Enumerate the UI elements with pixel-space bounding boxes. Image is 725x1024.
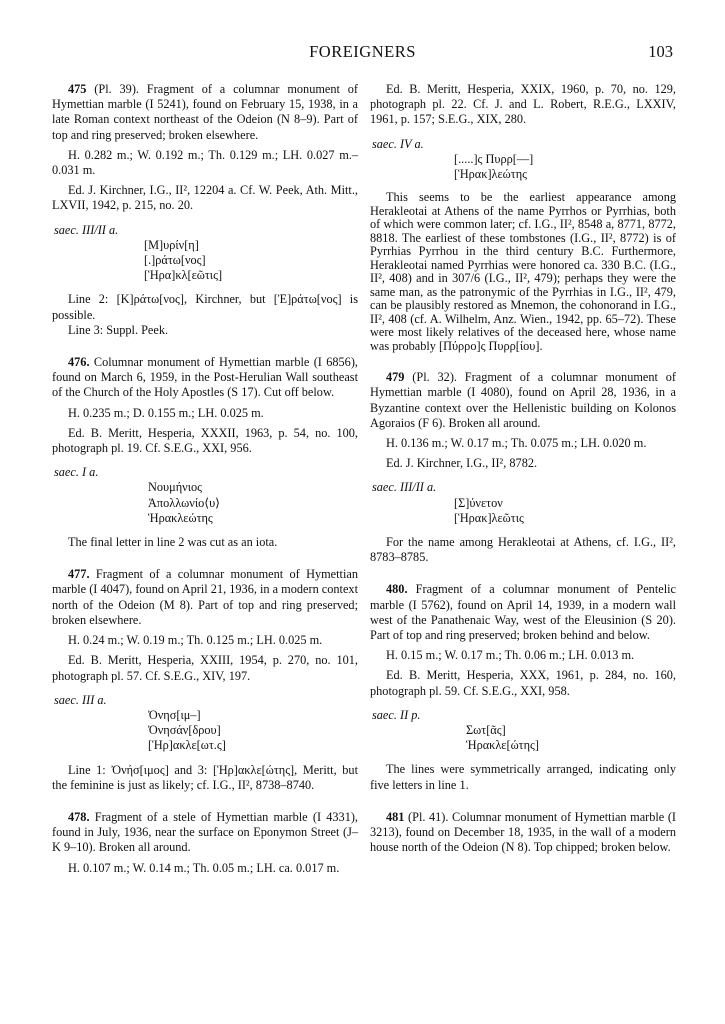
entry-476-inscription	[148, 480, 358, 526]
entry-478-description: 478. Fragment of a stele of Hymettian marble (I 4331), found in July, 1936, near the surface on Eponymon Street (J–K 9–10). Broken all around.	[52, 809, 359, 855]
entry-476-description: 476. Columnar monument of Hymettian marble (I 6856), found on March 6, 1959, in the Post-Herulian Wall southeast of the Church of the Holy Apostles (S 17). Cut off below.	[52, 355, 358, 400]
entry-479-inscription	[454, 496, 676, 526]
running-head: FOREIGNERS	[309, 42, 416, 61]
inscription-line: Ὀνησ[ιμ–]	[148, 707, 201, 722]
page-header	[52, 44, 673, 66]
inscription-line: [.....]ς Πυρρ[––]	[454, 151, 534, 166]
inscription-line: [Σ]ύνετον	[454, 495, 503, 510]
entry-479-note: For the name among Herakleotai at Athens, cf. I.G., II², 8783–8785.	[370, 535, 676, 565]
entry-number: 481	[386, 809, 405, 824]
inscription-line: [Ἡρακ]λεῶτις	[454, 510, 524, 525]
entry-number: 480.	[386, 582, 408, 597]
entry-475-note: Line 3: Suppl. Peek.	[68, 322, 169, 337]
entry-480-edition: Ed. B. Meritt, Hesperia, XXX, 1961, p. 284, no. 160, photograph pl. 59. Cf. S.E.G., XXI, 958.	[370, 668, 676, 698]
entry-477-edition: Ed. B. Meritt, Hesperia, XXIII, 1954, p. 270, no. 101, photograph pl. 57. Cf. S.E.G., XIV, 197.	[52, 653, 358, 683]
entry-476-dimensions: H. 0.235 m.; D. 0.155 m.; LH. 0.025 m.	[68, 405, 264, 420]
entry-475-description: 475 (Pl. 39). Fragment of a columnar monument of Hymettian marble (I 5241), found on February 15, 1938, in a late Roman context northeast of the Odeion (N 8–9). Part of top and ring preserved; broken elsewhere.	[52, 82, 358, 142]
entry-number: 476.	[68, 355, 90, 370]
entry-477-dimensions: H. 0.24 m.; W. 0.19 m.; Th. 0.125 m.; LH. 0.025 m.	[68, 633, 323, 648]
entry-478-edition: Ed. B. Meritt, Hesperia, XXIX, 1960, p. 70, no. 129, photograph pl. 22. Cf. J. and L. Robert, R.E.G., LXXIV, 1961, p. 157; S.E.G., XIX, 280.	[370, 82, 676, 127]
entry-476-note: The final letter in line 2 was cut as an iota.	[68, 535, 278, 550]
inscription-line: Ἡρακλεώτης	[148, 510, 213, 525]
entry-475-inscription	[144, 238, 358, 284]
entry-479-date: saec. III/II a.	[372, 480, 437, 495]
entry-476-edition: Ed. B. Meritt, Hesperia, XXXII, 1963, p. 54, no. 100, photograph pl. 19. Cf. S.E.G., XXI, 956.	[52, 425, 358, 456]
entry-477-date: saec. III a.	[54, 692, 107, 707]
entry-478-dimensions: H. 0.107 m.; W. 0.14 m.; Th. 0.05 m.; LH. ca. 0.017 m.	[68, 860, 340, 875]
entry-475-note: Line 2: [Κ]ράτω[νος], Kirchner, but [Ἐ]ράτω[νος] is possible.	[52, 292, 358, 322]
entry-475-edition: Ed. J. Kirchner, I.G., II², 12204 a. Cf. W. Peek, Ath. Mitt., LXVII, 1942, p. 215, no. 20.	[52, 183, 358, 213]
entry-481-description: 481 (Pl. 41). Columnar monument of Hymettian marble (I 3213), found on December 18, 1935, in the wall of a modern house north of the Odeion (N 8). Top chipped; broken below.	[370, 809, 677, 855]
entry-480-inscription	[466, 723, 676, 753]
inscription-line: Ἀπολλωνίο⟨υ⟩	[148, 495, 220, 510]
entry-478-inscription	[454, 152, 676, 182]
entry-number: 475	[68, 82, 87, 96]
left-column	[52, 82, 358, 876]
entry-480-description: 480. Fragment of a columnar monument of Pentelic marble (I 5762), found on April 14, 1939, in a modern wall west of the Panathenaic Way, west of the Eleusinion (S 20). Part of top and ring preserved; broken behind and below.	[370, 582, 676, 643]
right-column	[370, 82, 676, 856]
entry-477-description: 477. Fragment of a columnar monument of Hymettian marble (I 4047), found on April 21, 1936, in a modern context north of the Odeion (M 8). Part of top and ring preserved; broken elsewhere.	[52, 567, 358, 627]
entry-number: 478.	[68, 809, 90, 824]
entry-479-dimensions: H. 0.136 m.; W. 0.17 m.; Th. 0.075 m.; LH. 0.020 m.	[386, 436, 647, 451]
page-number: 103	[648, 42, 673, 61]
entry-479-edition: Ed. J. Kirchner, I.G., II², 8782.	[386, 456, 538, 471]
entry-476-date: saec. I a.	[54, 465, 99, 480]
entry-475-dimensions: H. 0.282 m.; W. 0.192 m.; Th. 0.129 m.; LH. 0.027 m.–0.031 m.	[52, 147, 358, 178]
entry-number: 477.	[68, 567, 90, 582]
inscription-line: [Ἡρ]ακλε[ωτ.ς]	[148, 738, 226, 753]
entry-number: 479	[386, 370, 405, 385]
inscription-line: [.]ράτω[νος]	[144, 253, 206, 268]
entry-480-dimensions: H. 0.15 m.; W. 0.17 m.; Th. 0.06 m.; LH. 0.013 m.	[386, 648, 635, 663]
entry-475-date: saec. III/II a.	[54, 222, 119, 237]
inscription-line: Νουμήνιος	[148, 480, 203, 495]
inscription-line: [Ἡρακ]λεώτης	[454, 167, 527, 182]
entry-480-date: saec. II p.	[372, 707, 421, 722]
entry-478-commentary: This seems to be the earliest appearance among Herakleotai at Athens of the name Pyrrhos or Pyrrhias, both of which were common later; cf. I.G., II², 8548 a, 8771, 8772, 8818. The earliest of these tombstones (I.G., II², 8772) is of Pyrrhias Pyrrhou in the third century B.C. Furthermore, Herakleotai named Pyrrhias were honored ca. 330 B.C. (I.G., II², 408) and in 307/6 (I.G., II², 479); perhaps they were the same man, as the patronymic of the Pyrrhias in I.G., II², 479, can be plausibly restored as Mnemon, the cohonorand in I.G., II², 408 (cf. A. Wilhelm, Anz. Wien., 1942, pp. 65–72). These were most likely relatives of the deceased here, whose name was probably [Πύρρο]ς Πυρρ[ίου].	[370, 190, 676, 353]
inscription-line: Ἡρακλε[ώτης]	[466, 738, 539, 753]
inscription-line: Σωτ[ᾶς]	[466, 723, 506, 738]
entry-477-note: Line 1: Ὀνήσ[ιμος] and 3: [Ἡρ]ακλε[ώτης], Meritt, but the feminine is just as likely; cf. I.G., II², 8738–8740.	[52, 762, 358, 792]
inscription-line: [Ἡρα]κλ[εῶτις]	[144, 268, 223, 283]
inscription-line: [Μ]υρίν[η]	[144, 237, 199, 252]
entry-479-description: 479 (Pl. 32). Fragment of a columnar monument of Hymettian marble (I 4080), found on April 28, 1936, in a Byzantine context over the Hellenistic building on Kolonos Agoraios (F 6). Broken all around.	[370, 370, 676, 430]
entry-477-inscription	[148, 708, 358, 754]
inscription-line: Ὀνησάν[δρου]	[148, 723, 221, 738]
entry-478-date: saec. IV a.	[372, 136, 424, 151]
entry-480-note: The lines were symmetrically arranged, indicating only five letters in line 1.	[370, 762, 676, 792]
